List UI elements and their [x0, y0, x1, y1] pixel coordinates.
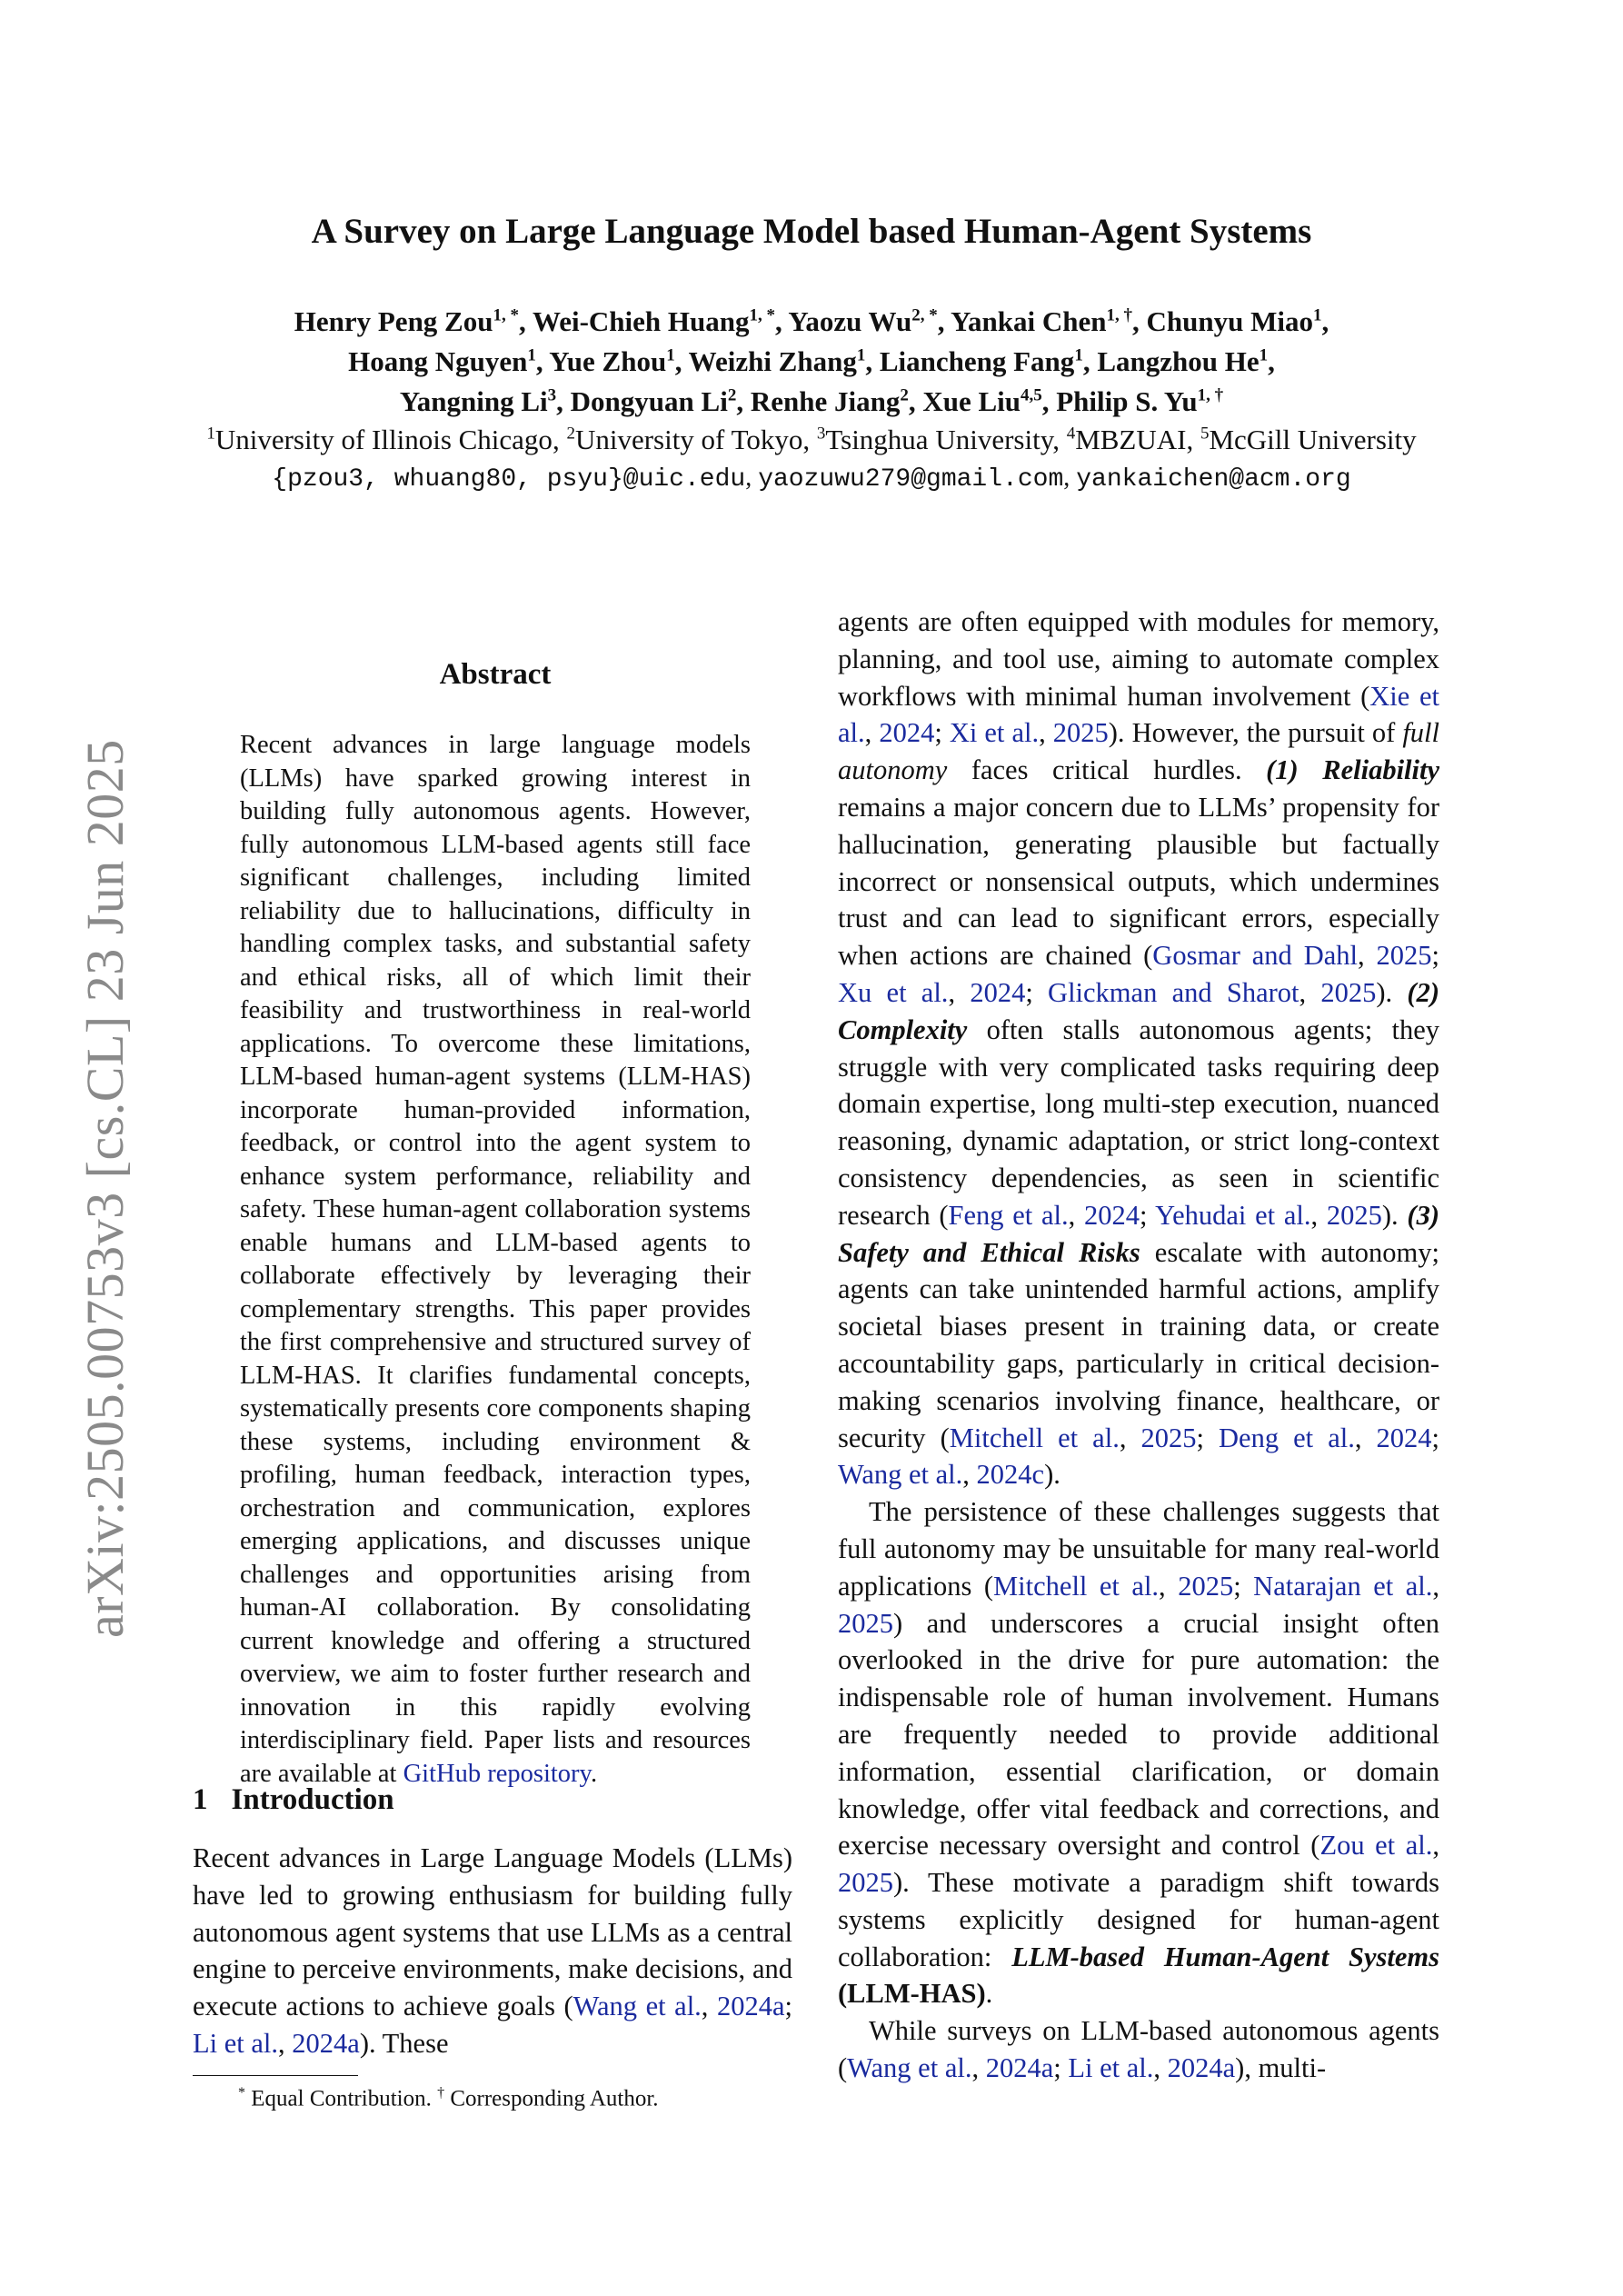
author-affiliation-mark: 1	[1074, 345, 1083, 365]
citation-link[interactable]: Li et al.	[1068, 2052, 1154, 2084]
author-name: Henry Peng Zou	[294, 305, 493, 337]
bold-italic-text: (2) Complexity	[838, 976, 1439, 1045]
intro-paragraph	[193, 1840, 792, 2062]
separator: ,	[908, 385, 923, 417]
text-run: ,	[278, 2027, 293, 2059]
citation-link[interactable]: Xi et al.	[949, 717, 1040, 749]
citation-link[interactable]: Xie et al.	[838, 680, 1439, 749]
citation-link[interactable]: Glickman and Sharot	[1048, 976, 1299, 1008]
text-run: ;	[784, 1991, 793, 2022]
author-affiliation-mark: 1, †	[1106, 305, 1132, 325]
email-addresses	[0, 464, 1623, 494]
citation-link[interactable]: Natarajan et al.	[1253, 1570, 1433, 1602]
author-line	[0, 345, 1623, 378]
email-address[interactable]: yaozuwu279@gmail.com	[758, 465, 1064, 494]
text-run: ;	[1025, 976, 1049, 1008]
citation-link[interactable]: 2024a	[1167, 2052, 1236, 2084]
email-address[interactable]: {pzou3, whuang80, psyu}@uic.edu	[272, 465, 746, 494]
affiliation-name: University of Illinois Chicago	[214, 424, 553, 455]
text-run: ,	[962, 1459, 977, 1491]
citation-link[interactable]: 2025	[1052, 717, 1109, 749]
citation-link[interactable]: 2025	[1140, 1422, 1197, 1453]
affiliation-number: 5	[1200, 424, 1210, 444]
text-run: ,	[1068, 1199, 1084, 1231]
citation-link[interactable]: Deng et al.	[1219, 1422, 1355, 1453]
author-affiliation-mark: 1	[1312, 305, 1322, 325]
citation-link[interactable]: 2024	[1084, 1199, 1140, 1231]
citation-link[interactable]: Mitchell et al.	[993, 1570, 1160, 1602]
text-run: .	[985, 1978, 993, 2010]
citation-link[interactable]: 2024	[1376, 1422, 1432, 1453]
email-address[interactable]: yankaichen@acm.org	[1076, 465, 1351, 494]
author-affiliation-mark: 1	[1259, 345, 1269, 365]
text-run: Equal Contribution.	[245, 2086, 438, 2111]
author-name: Hoang Nguyen	[348, 345, 528, 377]
author-name: Yue Zhou	[549, 345, 667, 377]
abstract-heading: Abstract	[439, 658, 552, 691]
footnote-mark: *	[238, 2085, 245, 2101]
separator: ,	[802, 424, 817, 455]
text-run: While surveys on LLM-based autonomous agents (	[838, 2015, 1439, 2084]
citation-link[interactable]: Yehudai et al.	[1155, 1199, 1311, 1231]
author-affiliation-mark: 1, *	[749, 305, 776, 325]
affiliation-name: Tsinghua University	[825, 424, 1053, 455]
author-affiliation-mark: 1, †	[1197, 385, 1224, 405]
text-run: ). These motivate a paradigm shift towards systems explicitly designed for human-agent collaboration:	[838, 1867, 1439, 1972]
section-title: Introduction	[231, 1783, 394, 1816]
citation-link[interactable]: 2024c	[976, 1459, 1045, 1491]
affiliation-number: 3	[816, 424, 826, 444]
affiliation-name: University of Tokyo	[574, 424, 803, 455]
separator: ,	[552, 424, 567, 455]
text-run: .	[590, 1759, 598, 1788]
citation-link[interactable]: Mitchell et al.	[949, 1422, 1120, 1453]
text-run: ;	[1233, 1570, 1254, 1602]
text-run: ,	[1432, 1830, 1439, 1862]
separator: ,	[775, 305, 789, 337]
separator: ,	[1082, 345, 1098, 377]
citation-link[interactable]: 2024a	[716, 1991, 785, 2022]
text-run: remains a major concern due to LLMs’ propensity for hallucination, generating plausible but factually incorrect or nonsensical outputs, which undermines trust and can lead to significant errors, especially when actions are chained (	[838, 791, 1439, 972]
text-run: ,	[864, 717, 880, 749]
bold-italic-text: LLM-based Human-Agent Systems	[1011, 1941, 1440, 1972]
affiliation-number: 1	[206, 424, 215, 444]
separator: ,	[556, 385, 571, 417]
separator: ,	[1052, 424, 1067, 455]
separator: ,	[1132, 305, 1147, 337]
text-run: ;	[1431, 1422, 1439, 1453]
text-run: ).	[1381, 1199, 1408, 1231]
text-run: ).	[1376, 976, 1408, 1008]
author-name: Chunyu Miao	[1146, 305, 1313, 337]
author-name: Wei-Chieh Huang	[532, 305, 750, 337]
citation-link[interactable]: 2025	[1376, 940, 1432, 972]
text-run: ). These	[359, 2027, 449, 2059]
separator: ,	[937, 305, 951, 337]
text-run: agents are often equipped with modules for memory, planning, and tool use, aiming to automate complex workflows with minimal human involvement (	[838, 606, 1439, 712]
author-affiliation-mark: 2	[900, 385, 909, 405]
citation-link[interactable]: Wang et al.	[838, 1459, 963, 1491]
author-affiliation-mark: 1, *	[493, 305, 519, 325]
text-run: ,	[1354, 1422, 1377, 1453]
author-name: Langzhou He	[1097, 345, 1260, 377]
text-run: escalate with autonomy; agents can take unintended harmful actions, amplify societal biases present in training data, or create accountability gaps, particularly in critical decision-making scenarios involving finance, healthcare, or security (	[838, 1236, 1440, 1453]
separator: ,	[745, 464, 759, 492]
citation-link[interactable]: 2025	[838, 1867, 893, 1899]
author-affiliation-mark: 1	[527, 345, 536, 365]
bold-text: (LLM-HAS)	[838, 1978, 986, 2010]
text-run: ). However, the pursuit of	[1108, 717, 1403, 749]
author-name: Liancheng Fang	[879, 345, 1075, 377]
text-run: ;	[1196, 1422, 1220, 1453]
footnote-mark: †	[437, 2085, 445, 2101]
author-affiliation-mark: 2, *	[911, 305, 938, 325]
citation-link[interactable]: Feng et al.	[948, 1199, 1069, 1231]
text-run: ,	[1432, 1570, 1439, 1602]
section-number: 1	[193, 1783, 208, 1816]
separator: ,	[674, 345, 689, 377]
separator: ,	[865, 345, 880, 377]
affiliation-name: MBZUAI	[1075, 424, 1187, 455]
text-run: ).	[1044, 1459, 1060, 1491]
author-affiliation-mark: 4,5	[1021, 385, 1042, 405]
body-paragraph	[838, 2012, 1439, 2087]
text-run: ;	[1431, 940, 1440, 972]
citation-link[interactable]: 2024a	[985, 2052, 1054, 2084]
separator: ,	[1041, 385, 1057, 417]
text-run: Recent advances in Large Language Models (LLMs) have led to growing enthusiasm for building fully autonomous agent systems that use LLMs as a central engine to perceive environments, make decisions, and execute actions to achieve goals (	[193, 1842, 792, 2022]
citation-link[interactable]: 2024	[970, 976, 1026, 1008]
text-run: ;	[1140, 1199, 1156, 1231]
separator: ,	[535, 345, 550, 377]
text-run: ,	[1358, 940, 1377, 972]
arxiv-identifier-stamp: arXiv:2505.00753v3 [cs.CL] 23 Jun 2025	[75, 739, 134, 1638]
affiliation-name: McGill University	[1209, 424, 1417, 455]
separator: ,	[1268, 345, 1275, 377]
separator: ,	[736, 385, 751, 417]
bold-italic-text: (3) Safety and Ethical Risks	[838, 1199, 1439, 1268]
citation-link[interactable]: 2025	[838, 1607, 893, 1639]
author-affiliation-mark: 1	[856, 345, 866, 365]
author-name: Xue Liu	[922, 385, 1021, 417]
citation-link[interactable]: 2025	[1326, 1199, 1382, 1231]
italic-text: full autonomy	[838, 717, 1439, 786]
text-run: ;	[934, 717, 950, 749]
text-run: often stalls autonomous agents; they struggle with very complicated tasks requiring deep domain expertise, long multi-step execution, nuanced reasoning, dynamic adaptation, or strict long-context consistency dependencies, as seen in scientific research (	[838, 1013, 1439, 1231]
text-run: ,	[1310, 1199, 1327, 1231]
citation-link[interactable]: 2025	[1320, 976, 1377, 1008]
affiliations	[0, 424, 1623, 456]
author-name: Yaozu Wu	[788, 305, 912, 337]
text-run: ,	[971, 2052, 986, 2084]
citation-link[interactable]: GitHub repository	[403, 1759, 591, 1788]
text-run: ) and underscores a crucial insight often overlooked in the drive for pure automation: the indispensable role of human involvement. Humans are frequently needed to provide additional information, essential clarification, or domain knowledge, offer vital feedback and corrections, and exercise necessary oversight and control (	[838, 1607, 1439, 1862]
citation-link[interactable]: 2024a	[292, 2027, 360, 2059]
separator: ,	[1321, 305, 1329, 337]
citation-link[interactable]: Gosmar and Dahl	[1152, 940, 1358, 972]
citation-link[interactable]: Wang et al.	[847, 2052, 972, 2084]
author-affiliation-mark: 1	[666, 345, 675, 365]
body-paragraph	[838, 1493, 1439, 2012]
footnote-rule	[193, 2075, 358, 2076]
author-name: Weizhi Zhang	[688, 345, 857, 377]
text-run: ,	[701, 1991, 717, 2022]
text-run: ;	[1053, 2052, 1069, 2084]
author-name: Yangning Li	[399, 385, 548, 417]
author-name: Yankai Chen	[951, 305, 1107, 337]
text-run: Recent advances in large language models (LLMs) have sparked growing interest in building fully autonomous agents. However, fully autonomous LLM-based agents still face significant challenges, including limited reliability due to hallucinations, difficulty in handling complex tasks, and substantial safety and ethical risks, all of which limit their feasibility and trustworthiness in real-world applications. To overcome these limitations, LLM-based human-agent systems (LLM-HAS) incorporate human-provided information, feedback, or control into the agent system to enhance system performance, reliability and safety. These human-agent collaboration systems enable humans and LLM-based agents to collaborate effectively by leveraging their complementary strengths. This paper provides the first comprehensive and structured survey of LLM-HAS. It clarifies fundamental concepts, systematically presents core components shaping these systems, including environment & profiling, human feedback, interaction types, orchestration and communication, explores emerging applications, and discusses unique challenges and opportunities arising from human-AI collaboration. By consolidating current knowledge and offering a structured overview, we aim to foster further research and innovation in this rapidly evolving interdisciplinary field. Paper lists and resources are available at	[240, 731, 751, 1788]
author-line	[0, 385, 1623, 418]
separator: ,	[1063, 464, 1077, 492]
text-run: Corresponding Author.	[444, 2086, 659, 2111]
citation-link[interactable]: Wang et al.	[573, 1991, 702, 2022]
author-affiliation-mark: 3	[547, 385, 557, 405]
text-run: The persistence of these challenges suggests that full autonomy may be unsuitable for many real-world applications (	[838, 1496, 1439, 1602]
text-run: ,	[948, 976, 971, 1008]
citation-link[interactable]: Zou et al.	[1319, 1830, 1433, 1862]
bold-italic-text: (1) Reliability	[1266, 754, 1439, 786]
citation-link[interactable]: 2024	[879, 717, 935, 749]
section-heading-introduction	[193, 1783, 394, 1817]
separator: ,	[518, 305, 533, 337]
author-name: Philip S. Yu	[1056, 385, 1198, 417]
text-run: ,	[1153, 2052, 1168, 2084]
text-run: ,	[1159, 1570, 1179, 1602]
author-affiliation-mark: 2	[727, 385, 737, 405]
text-run: faces critical hurdles.	[947, 754, 1267, 786]
abstract-text	[240, 729, 751, 1791]
citation-link[interactable]: 2025	[1178, 1570, 1234, 1602]
author-name: Renhe Jiang	[750, 385, 901, 417]
author-name: Dongyuan Li	[570, 385, 728, 417]
text-run: ), multi-	[1235, 2052, 1327, 2084]
right-column	[838, 604, 1439, 2087]
citation-link[interactable]: Xu et al.	[838, 976, 949, 1008]
text-run: ,	[1039, 717, 1053, 749]
text-run: ,	[1119, 1422, 1141, 1453]
affiliation-number: 4	[1066, 424, 1076, 444]
paper-title: A Survey on Large Language Model based Human-Agent Systems	[311, 212, 1312, 251]
body-paragraph	[838, 604, 1439, 1493]
text-run: ,	[1299, 976, 1321, 1008]
citation-link[interactable]: Li et al.	[193, 2027, 279, 2059]
affiliation-number: 2	[566, 424, 575, 444]
author-line	[0, 305, 1623, 338]
separator: ,	[1186, 424, 1200, 455]
footnote	[238, 2085, 659, 2111]
